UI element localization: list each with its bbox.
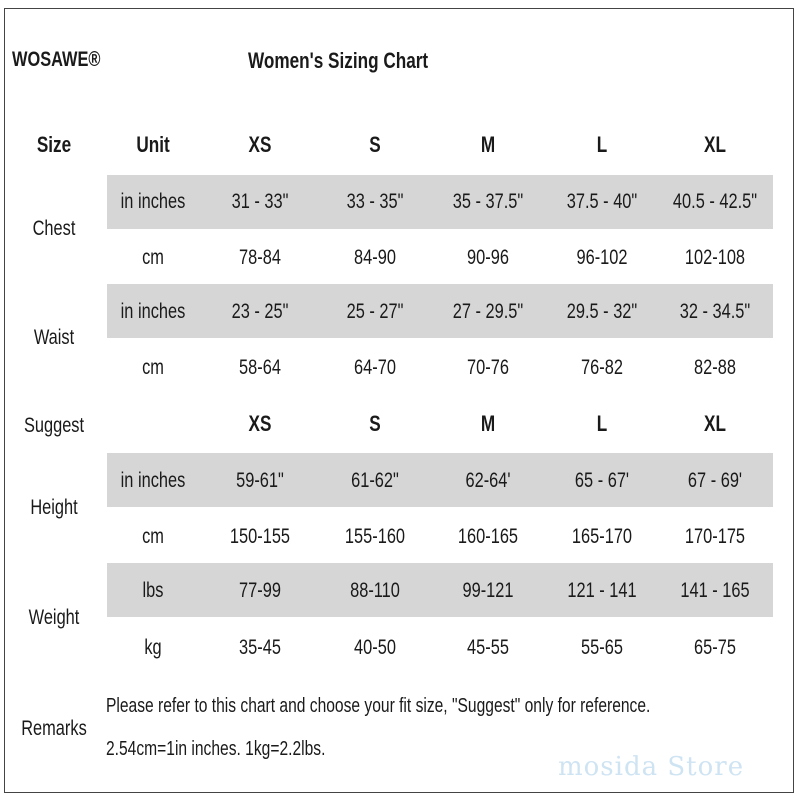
chart-frame [4,8,794,793]
chart-title: Women's Sizing Chart [248,48,429,73]
table-cell: 27 - 29.5" [452,300,524,323]
size-header-s: S [369,132,381,157]
suggest-size-m: M [480,411,496,436]
table-cell: 170-175 [684,525,746,548]
remarks-label: Remarks [21,717,87,740]
table-cell: 55-65 [581,636,623,659]
table-cell: 121 - 141 [567,579,637,602]
chest-inches-unit: in inches [120,190,186,213]
table-cell: 64-70 [354,356,396,379]
table-cell: 62-64' [465,469,511,492]
table-cell: 37.5 - 40" [566,190,638,213]
size-header-xl: XL [704,132,726,157]
table-cell: 31 - 33" [231,190,289,213]
table-cell: 70-76 [467,356,509,379]
weight-lbs-unit: lbs [142,579,164,602]
table-cell: 29.5 - 32" [566,300,638,323]
table-cell: 77-99 [239,579,281,602]
table-cell: 141 - 165 [680,579,750,602]
table-cell: 23 - 25" [231,300,289,323]
size-header-m: M [480,132,496,157]
table-cell: 25 - 27" [346,300,404,323]
table-cell: 33 - 35" [346,190,404,213]
table-cell: 45-55 [467,636,509,659]
remark-line-2: 2.54cm=1in inches. 1kg=2.2lbs. [106,738,326,760]
remark-line-1: Please refer to this chart and choose your fit size, "Suggest" only for reference. [106,695,651,717]
table-cell: 102-108 [684,246,746,269]
table-cell: 155-160 [344,525,406,548]
table-cell: 35-45 [239,636,281,659]
waist-inches-unit: in inches [120,300,186,323]
size-header-xs: XS [248,132,272,157]
height-label: Height [30,496,78,519]
table-cell: 90-96 [467,246,509,269]
suggest-size-xl: XL [704,411,726,436]
table-cell: 67 - 69' [687,469,743,492]
table-cell: 78-84 [239,246,281,269]
table-cell: 165-170 [571,525,633,548]
store-watermark: mosida Store [558,752,745,782]
size-header-l: L [596,132,608,157]
table-cell: 82-88 [694,356,736,379]
unit-header: Unit [136,132,170,157]
weight-kg-unit: kg [144,636,162,659]
table-cell: 32 - 34.5" [679,300,751,323]
table-cell: 61-62" [351,469,399,492]
chest-cm-unit: cm [142,246,164,269]
suggest-label: Suggest [23,414,85,437]
table-cell: 150-155 [229,525,291,548]
table-cell: 58-64 [239,356,281,379]
weight-label: Weight [28,606,80,629]
table-cell: 99-121 [462,579,514,602]
suggest-size-l: L [596,411,608,436]
waist-cm-unit: cm [142,356,164,379]
height-cm-unit: cm [142,525,164,548]
table-cell: 76-82 [581,356,623,379]
table-cell: 65 - 67' [574,469,630,492]
table-cell: 96-102 [576,246,628,269]
suggest-size-s: S [369,411,381,436]
table-cell: 84-90 [354,246,396,269]
table-cell: 40-50 [354,636,396,659]
table-cell: 160-165 [457,525,519,548]
brand-name: WOSAWE® [12,48,101,71]
waist-label: Waist [33,326,75,349]
table-cell: 35 - 37.5" [452,190,524,213]
height-inches-unit: in inches [120,469,186,492]
table-cell: 65-75 [694,636,736,659]
table-cell: 40.5 - 42.5" [672,190,758,213]
table-cell: 88-110 [350,579,400,602]
suggest-size-xs: XS [248,411,272,436]
table-cell: 59-61" [236,469,284,492]
size-header: Size [36,132,72,157]
chest-label: Chest [32,217,76,240]
